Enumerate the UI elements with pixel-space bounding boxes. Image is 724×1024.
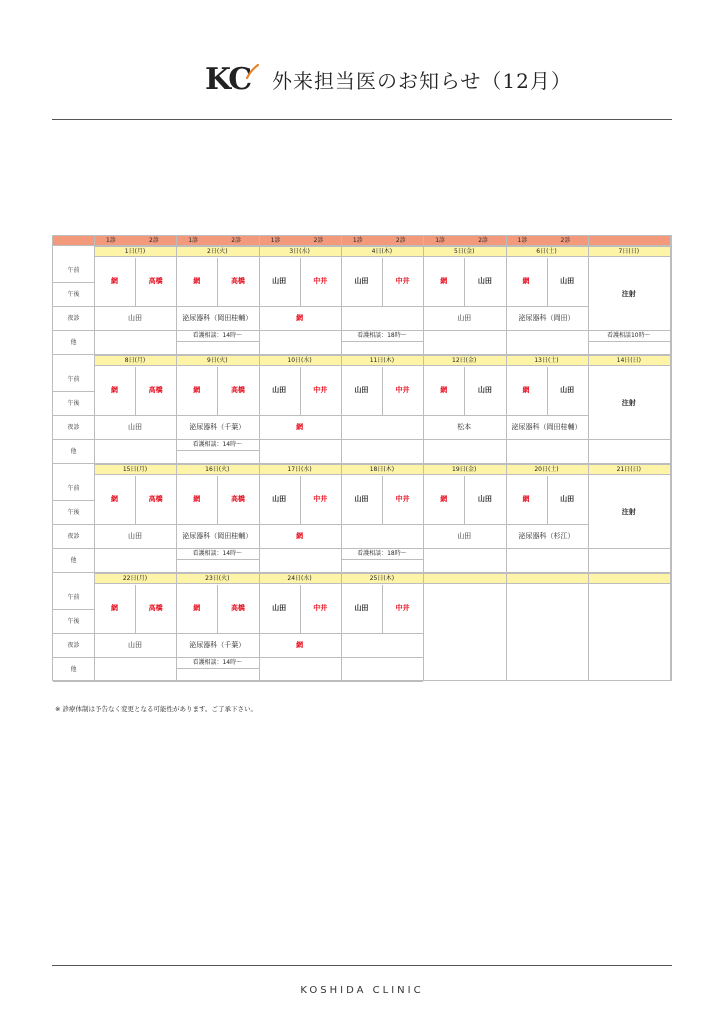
night-doctor: 松本 — [457, 423, 472, 431]
row-divider — [53, 330, 94, 331]
slot-divider — [217, 367, 218, 415]
date-label: 9日(火) — [207, 357, 228, 364]
date-label: 22日(月) — [122, 575, 148, 582]
slot-label-1: 1診 — [435, 237, 446, 244]
nurse-consult: 看護相談：14時～ — [192, 550, 243, 557]
doctor-cell: 高橋 — [230, 386, 245, 394]
date-label: 13日(土) — [534, 357, 559, 364]
doctor-cell: 山田 — [477, 277, 492, 285]
row-label-pm: 午後 — [67, 291, 80, 298]
doctor-cell: 網 — [111, 277, 118, 285]
night-doctor: 泌尿器科（千葉） — [189, 641, 246, 649]
doctor-cell: 中井 — [395, 277, 410, 285]
slot-divider — [382, 367, 383, 415]
date-label: 15日(月) — [122, 466, 148, 473]
date-label: 24日(水) — [287, 575, 312, 582]
row-divider — [53, 282, 94, 283]
slot-label-1: 1診 — [106, 237, 116, 244]
doctor-cell: 中井 — [313, 495, 328, 503]
slot-divider — [547, 367, 548, 415]
date-label: 14日(日) — [616, 357, 641, 364]
slot-divider — [217, 585, 218, 633]
logo-accent-icon — [245, 64, 259, 80]
date-label: 21日(日) — [616, 466, 641, 473]
doctor-cell: 網 — [193, 604, 201, 612]
night-doctor: 山田 — [128, 314, 142, 322]
consult-underline — [176, 668, 258, 669]
row-label-pm: 午後 — [67, 509, 80, 516]
slot-divider — [464, 258, 465, 306]
sunday-divider — [588, 330, 670, 331]
date-label: 11日(木) — [369, 357, 395, 364]
doctor-cell: 山田 — [354, 604, 369, 612]
row-divider — [53, 524, 94, 525]
date-label: 16日(火) — [205, 466, 230, 473]
row-label-pm: 午後 — [67, 618, 80, 625]
doctor-cell: 山田 — [354, 386, 369, 394]
row-label-other: 他 — [70, 448, 77, 455]
date-label: 25日(木) — [369, 575, 395, 582]
nurse-consult: 看護相談10時～ — [606, 332, 651, 339]
consult-underline — [176, 341, 258, 342]
slot-divider — [135, 367, 136, 415]
slot-divider — [300, 585, 301, 633]
date-label: 19日(金) — [452, 466, 477, 473]
slot-divider — [135, 585, 136, 633]
column-divider — [259, 236, 260, 680]
night-doctor: 泌尿器科（岡田） — [518, 314, 575, 322]
slot-label-1: 1診 — [517, 237, 528, 244]
consult-underline — [588, 341, 670, 342]
row-label-night: 夜診 — [67, 424, 80, 431]
schedule-note: ※ 診療体制は予告なく変更となる可能性があります。ご了承下さい。 — [55, 705, 257, 713]
header-divider — [52, 119, 672, 120]
consult-underline — [176, 559, 258, 560]
sunday-injection: 注射 — [621, 508, 636, 516]
date-label: 8日(月) — [124, 357, 146, 364]
logo-text: KC — [205, 62, 251, 97]
night-doctor: 山田 — [457, 532, 472, 540]
doctor-cell: 網 — [111, 495, 118, 503]
slot-divider — [464, 476, 465, 524]
slot-label-1: 1診 — [188, 237, 199, 244]
row-label-am: 午前 — [67, 376, 80, 383]
page-title: 外来担当医のお知らせ（12月） — [272, 69, 572, 93]
date-label: 18日(木) — [369, 466, 395, 473]
doctor-cell: 中井 — [395, 604, 410, 612]
doctor-cell: 中井 — [313, 386, 328, 394]
doctor-cell: 山田 — [272, 604, 287, 612]
doctor-cell: 網 — [193, 495, 201, 503]
doctor-cell: 山田 — [272, 386, 287, 394]
date-label: 20日(土) — [534, 466, 559, 473]
row-divider — [53, 633, 94, 634]
row-label-night: 夜診 — [67, 315, 80, 322]
column-divider — [341, 236, 342, 680]
night-doctor: 山田 — [128, 423, 142, 431]
doctor-cell: 山田 — [477, 386, 492, 394]
doctor-cell: 中井 — [313, 604, 328, 612]
date-label: 7日(日) — [618, 248, 640, 255]
row-divider — [53, 439, 94, 440]
column-divider — [506, 236, 507, 680]
date-label: 1日(月) — [124, 248, 146, 255]
doctor-cell: 山田 — [560, 386, 575, 394]
row-label-am: 午前 — [67, 594, 80, 601]
footer-clinic-name: KOSHIDA CLINIC — [300, 985, 424, 996]
doctor-cell: 網 — [193, 277, 201, 285]
night-doctor: 山田 — [128, 532, 142, 540]
row-label-am: 午前 — [67, 485, 80, 492]
slot-label-1: 1診 — [352, 237, 363, 244]
night-doctor: 泌尿器科（杉江） — [518, 532, 575, 540]
date-label: 3日(水) — [289, 248, 310, 255]
slot-divider — [464, 367, 465, 415]
doctor-cell: 網 — [522, 386, 530, 394]
column-divider — [423, 236, 424, 680]
doctor-cell: 山田 — [272, 277, 287, 285]
clinic-logo — [205, 62, 250, 98]
night-doctor: 網 — [296, 641, 304, 649]
doctor-cell: 高橋 — [230, 495, 245, 503]
doctor-cell: 網 — [522, 495, 530, 503]
slot-label-2: 2診 — [149, 237, 159, 244]
row-label-night: 夜診 — [67, 533, 80, 540]
row-divider — [53, 657, 94, 658]
slot-divider — [135, 476, 136, 524]
night-doctor: 網 — [296, 423, 304, 431]
consult-underline — [341, 341, 423, 342]
sunday-divider — [588, 439, 670, 440]
footer-divider — [52, 965, 672, 966]
doctor-cell: 山田 — [272, 495, 287, 503]
sunday-divider — [588, 548, 670, 549]
slot-divider — [217, 476, 218, 524]
doctor-cell: 山田 — [354, 495, 369, 503]
column-divider — [588, 236, 589, 680]
slot-divider — [300, 258, 301, 306]
night-doctor: 山田 — [457, 314, 472, 322]
column-divider — [176, 236, 177, 680]
row-label-pm: 午後 — [67, 400, 80, 407]
row-label-other: 他 — [70, 557, 77, 564]
nurse-consult: 看護相談：14時～ — [192, 659, 243, 666]
nurse-consult: 看護相談：18時～ — [357, 550, 407, 557]
column-divider — [670, 236, 671, 680]
slot-divider — [382, 585, 383, 633]
doctor-cell: 網 — [111, 386, 118, 394]
consult-underline — [176, 450, 258, 451]
slot-divider — [300, 367, 301, 415]
row-label-night: 夜診 — [67, 642, 80, 649]
doctor-cell: 高橋 — [148, 386, 163, 394]
slot-header-row — [53, 236, 671, 246]
night-doctor: 泌尿器科（千葉） — [189, 423, 246, 431]
row-divider — [53, 391, 94, 392]
date-label: 4日(木) — [371, 248, 393, 255]
date-label: 23日(火) — [205, 575, 230, 582]
doctor-cell: 高橋 — [230, 277, 245, 285]
column-divider — [94, 236, 95, 680]
slot-label-2: 2診 — [560, 237, 571, 244]
doctor-cell: 高橋 — [230, 604, 245, 612]
consult-underline — [341, 559, 423, 560]
doctor-cell: 高橋 — [148, 277, 163, 285]
slot-divider — [300, 476, 301, 524]
night-doctor: 網 — [296, 314, 304, 322]
night-doctor: 山田 — [128, 641, 142, 649]
night-doctor: 泌尿器科（岡田桂輔） — [511, 423, 582, 431]
row-divider — [53, 500, 94, 501]
doctor-cell: 中井 — [395, 386, 410, 394]
doctor-cell: 網 — [522, 277, 530, 285]
doctor-cell: 山田 — [477, 495, 492, 503]
slot-divider — [135, 258, 136, 306]
row-label-other: 他 — [70, 339, 77, 346]
slot-divider — [547, 476, 548, 524]
doctor-cell: 山田 — [354, 277, 369, 285]
row-label-other: 他 — [70, 666, 77, 673]
row-divider — [53, 415, 94, 416]
slot-label-2: 2診 — [478, 237, 489, 244]
date-label: 17日(水) — [287, 466, 312, 473]
doctor-cell: 網 — [440, 495, 448, 503]
slot-label-2: 2診 — [395, 237, 406, 244]
date-label: 2日(火) — [207, 248, 228, 255]
slot-divider — [217, 258, 218, 306]
date-label: 6日(土) — [536, 248, 557, 255]
date-label: 12日(金) — [452, 357, 477, 364]
slot-label-1: 1診 — [270, 237, 281, 244]
date-label: 5日(金) — [453, 248, 475, 255]
schedule-table — [52, 235, 672, 681]
slot-divider — [547, 258, 548, 306]
nurse-consult: 看護相談：14時～ — [192, 441, 243, 448]
slot-label-2: 2診 — [313, 237, 324, 244]
row-label-am: 午前 — [67, 267, 80, 274]
doctor-cell: 網 — [440, 386, 448, 394]
nurse-consult: 看護相談：18時～ — [357, 332, 407, 339]
doctor-cell: 山田 — [560, 495, 575, 503]
row-divider — [53, 609, 94, 610]
sunday-injection: 注射 — [621, 290, 636, 298]
row-divider — [53, 548, 94, 549]
doctor-cell: 中井 — [395, 495, 410, 503]
slot-divider — [382, 476, 383, 524]
slot-label-2: 2診 — [231, 237, 242, 244]
week-divider — [53, 681, 423, 682]
night-doctor: 泌尿器科（岡田桂輔） — [182, 314, 253, 322]
sunday-injection: 注射 — [621, 399, 636, 407]
doctor-cell: 網 — [193, 386, 201, 394]
doctor-cell: 網 — [111, 604, 118, 612]
row-divider — [53, 306, 94, 307]
date-label: 10日(水) — [287, 357, 312, 364]
night-doctor: 網 — [296, 532, 304, 540]
doctor-cell: 網 — [440, 277, 448, 285]
doctor-cell: 高橋 — [148, 495, 163, 503]
slot-divider — [382, 258, 383, 306]
night-doctor: 泌尿器科（岡田桂輔） — [182, 532, 253, 540]
doctor-cell: 山田 — [560, 277, 575, 285]
nurse-consult: 看護相談：14時～ — [192, 332, 243, 339]
doctor-cell: 中井 — [313, 277, 328, 285]
doctor-cell: 高橋 — [148, 604, 163, 612]
